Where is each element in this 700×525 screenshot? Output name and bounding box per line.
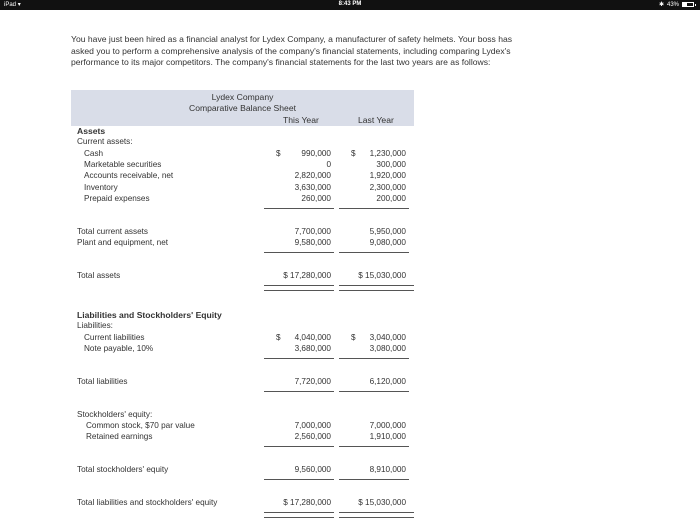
battery-percent: 43% [666,1,679,8]
current-liabilities-last-year: 3,040,000 [369,333,406,342]
total-current-assets-last-year: 5,950,000 [369,227,406,236]
total-liabilities-this-year: 7,720,000 [294,377,331,386]
double-rule [264,512,334,513]
total-current-assets-label: Total current assets [77,227,148,236]
prepaid-expenses-last-year: 200,000 [376,194,406,203]
subtotal-rule [264,446,334,447]
subtotal-rule [339,208,409,209]
cash-label: Cash [84,149,104,158]
device-name: iPad [4,2,17,8]
col-last-year: Last Year [358,115,394,125]
prepaid-expenses-this-year: 260,000 [301,194,331,203]
total-liab-equity-this-year: $ 17,280,000 [283,498,331,507]
common-stock-label: Common stock, $70 par value [86,421,195,430]
marketable-securities-this-year: 0 [326,160,331,169]
total-liab-equity-label: Total liabilities and stockholders' equity [77,498,218,507]
total-liab-equity-last-year: $ 15,030,000 [358,498,406,507]
company-name: Lydex Company [211,92,274,102]
double-rule [264,290,334,291]
current-assets-label: Current assets: [77,137,133,146]
total-current-assets-this-year: 7,700,000 [294,227,331,236]
note-payable-this-year: 3,680,000 [294,344,331,353]
subtotal-rule [339,479,409,480]
current-liabilities-this-year: 4,040,000 [294,333,331,342]
subtotal-rule [264,208,334,209]
col-this-year: This Year [283,115,319,125]
total-liabilities-label: Total liabilities [77,377,128,386]
currency-sign: $ [351,149,356,158]
status-time: 8:43 PM [338,1,362,7]
inventory-label: Inventory [84,183,118,192]
subtotal-rule [339,358,409,359]
bluetooth-icon: ✱ [658,2,664,8]
current-liabilities-label: Current liabilities [84,333,145,342]
double-rule [264,285,334,286]
subtotal-rule [339,446,409,447]
cash-last-year: 1,230,000 [369,149,406,158]
wifi-icon: ▾ [17,2,21,8]
plant-equipment-this-year: 9,580,000 [294,238,331,247]
total-equity-last-year: 8,910,000 [369,465,406,474]
marketable-securities-last-year: 300,000 [376,160,406,169]
subtotal-rule [264,252,334,253]
note-payable-label: Note payable, 10% [84,344,154,353]
total-equity-label: Total stockholders' equity [77,465,169,474]
total-assets-last-year: $ 15,030,000 [358,271,406,280]
double-rule [264,517,334,518]
retained-earnings-last-year: 1,910,000 [369,432,406,441]
intro-paragraph: You have just been hired as a financial analyst for Lydex Company, a manufacturer of safety helmets. Your boss has asked you to perform a comprehensive analysis of the company's financial statements, including comparing Lydex's performance to its major competitors. The company's financial statements for the last two years are as follows: [71,34,513,68]
plant-equipment-label: Plant and equipment, net [77,238,169,247]
marketable-securities-label: Marketable securities [84,160,162,169]
accounts-receivable-label: Accounts receivable, net [84,171,174,180]
accounts-receivable-this-year: 2,820,000 [294,171,331,180]
accounts-receivable-last-year: 1,920,000 [369,171,406,180]
double-rule [339,290,414,291]
equity-label: Stockholders' equity: [77,410,153,419]
retained-earnings-this-year: 2,560,000 [294,432,331,441]
prepaid-expenses-label: Prepaid expenses [84,194,150,203]
currency-sign: $ [351,333,356,342]
subtotal-rule [339,391,409,392]
status-bar [0,0,700,10]
assets-heading: Assets [77,126,106,136]
double-rule [339,285,414,286]
currency-sign: $ [276,333,281,342]
subtotal-rule [264,358,334,359]
note-payable-last-year: 3,080,000 [369,344,406,353]
inventory-this-year: 3,630,000 [294,183,331,192]
retained-earnings-label: Retained earnings [86,432,153,441]
statement-title: Comparative Balance Sheet [188,103,296,113]
cash-this-year: 990,000 [301,149,331,158]
subtotal-rule [264,391,334,392]
total-assets-label: Total assets [77,271,121,280]
liabilities-equity-heading: Liabilities and Stockholders' Equity [77,310,222,320]
liabilities-label: Liabilities: [77,321,113,330]
subtotal-rule [264,479,334,480]
total-assets-this-year: $ 17,280,000 [283,271,331,280]
subtotal-rule [339,252,409,253]
inventory-last-year: 2,300,000 [369,183,406,192]
double-rule [339,517,414,518]
currency-sign: $ [276,149,281,158]
plant-equipment-last-year: 9,080,000 [369,238,406,247]
status-right [659,1,694,8]
common-stock-last-year: 7,000,000 [369,421,406,430]
common-stock-this-year: 7,000,000 [294,421,331,430]
battery-icon [682,2,694,7]
double-rule [339,512,414,513]
total-equity-this-year: 9,560,000 [294,465,331,474]
total-liabilities-last-year: 6,120,000 [369,377,406,386]
